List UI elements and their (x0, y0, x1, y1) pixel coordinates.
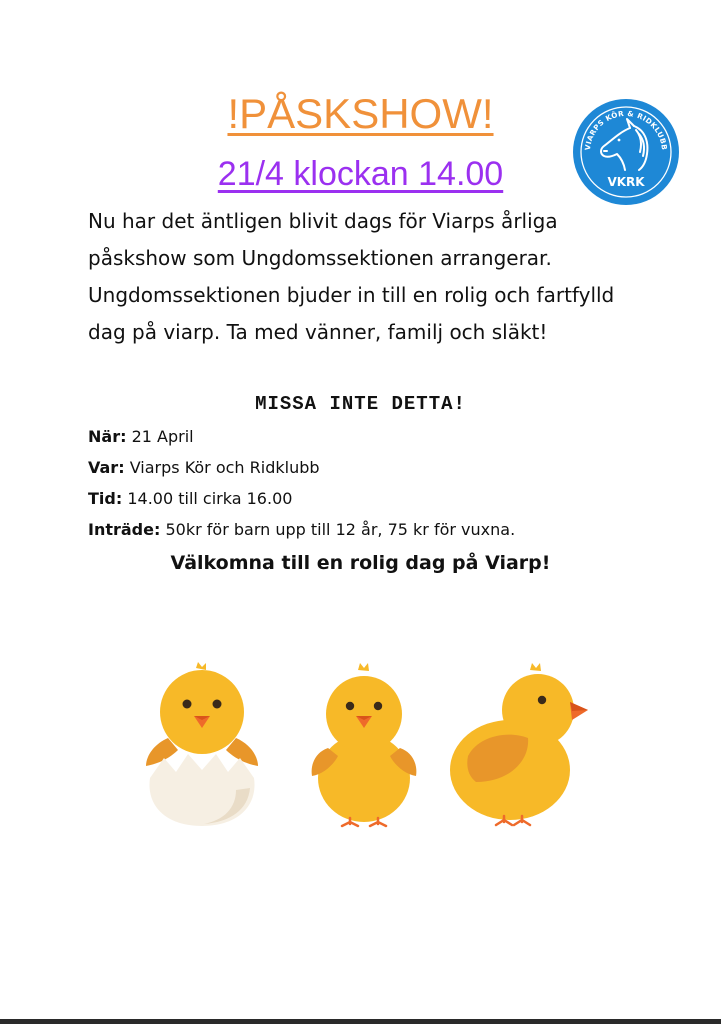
info-label: Inträde: (88, 520, 161, 539)
info-row-entry (88, 519, 515, 541)
info-label: När: (88, 427, 127, 446)
logo-initials: VKRK (607, 175, 645, 189)
info-row-when (88, 426, 194, 448)
event-date: 21/4 klockan 14.00 (217, 155, 504, 193)
club-logo (572, 98, 680, 206)
chick-in-egg-icon (140, 660, 264, 832)
missa-inte-heading: MISSA INTE DETTA! (255, 393, 466, 415)
intro-paragraph: Nu har det äntligen blivit dags för Viarps årliga påskshow som Ungdomssektionen arrangerar. Ungdomssektionen bjuder in till en rolig och fartfylld dag på viarp. Ta med vänner, familj och släkt! (88, 209, 615, 344)
side-chick-icon (446, 660, 592, 830)
info-value: 14.00 till cirka 16.00 (127, 489, 293, 508)
info-value: 50kr för barn upp till 12 år, 75 kr för vuxna. (165, 520, 516, 539)
info-label: Tid: (88, 489, 123, 508)
standing-chick-icon (308, 660, 420, 830)
info-row-where (88, 457, 320, 479)
logo-ring-text: VIARPS KÖR & RIDKLUBB (582, 108, 670, 151)
welcome-text: Välkomna till en rolig dag på Viarp! (170, 552, 551, 574)
info-label: Var: (88, 458, 125, 477)
page-title: !PÅSKSHOW! (227, 90, 494, 137)
bottom-bar (0, 1019, 721, 1024)
info-value: 21 April (131, 427, 194, 446)
info-row-time (88, 488, 292, 510)
info-value: Viarps Kör och Ridklubb (129, 458, 320, 477)
